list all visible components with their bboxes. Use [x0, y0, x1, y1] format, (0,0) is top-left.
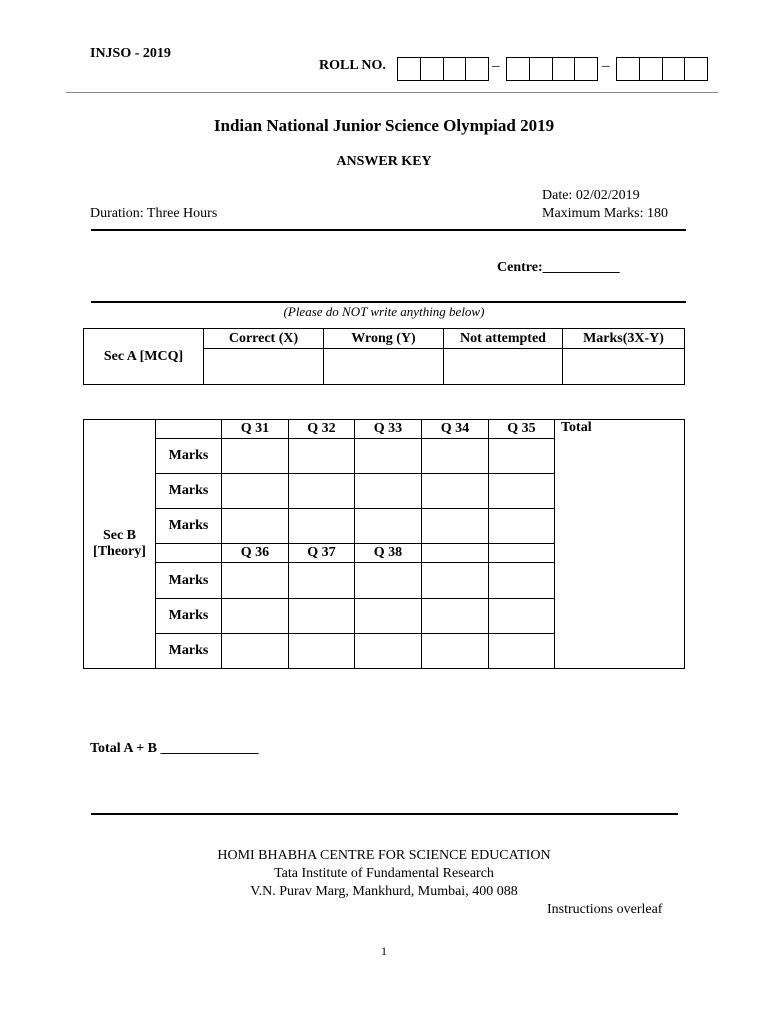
centre-field[interactable]: Centre:___________ — [497, 260, 620, 275]
roll-number-label: ROLL NO. — [319, 58, 386, 73]
marks-cell[interactable] — [489, 563, 555, 599]
marks-row-label: Marks — [156, 599, 222, 634]
answer-key-heading: ANSWER KEY — [336, 154, 432, 169]
marks-cell[interactable] — [222, 439, 289, 474]
institution-name: HOMI BHABHA CENTRE FOR SCIENCE EDUCATION — [217, 848, 551, 863]
marks-cell[interactable] — [289, 439, 355, 474]
page-number: 1 — [381, 944, 387, 958]
institute-address: V.N. Purav Marg, Mankhurd, Mumbai, 400 088 — [250, 884, 518, 899]
secA-header-not-attempted: Not attempted — [444, 329, 563, 349]
secA-wrong-cell[interactable] — [324, 349, 444, 385]
question-header-q37: Q 37 — [289, 544, 355, 563]
marks-cell[interactable] — [489, 474, 555, 509]
marks-row-label: Marks — [156, 563, 222, 599]
instructions-overleaf: Instructions overleaf — [547, 902, 663, 917]
secA-not-attempted-cell[interactable] — [444, 349, 563, 385]
marks-cell[interactable] — [422, 599, 489, 634]
roll-number-field-3[interactable] — [616, 57, 708, 81]
exam-code: INJSO - 2019 — [90, 46, 171, 61]
secA-header-wrong: Wrong (Y) — [324, 329, 444, 349]
question-header-q36: Q 36 — [222, 544, 289, 563]
section-b-total[interactable]: Total — [555, 420, 685, 669]
exam-duration: Duration: Three Hours — [90, 206, 218, 221]
roll-dash-1: – — [492, 58, 500, 74]
notice-divider — [91, 301, 686, 303]
question-header-q35: Q 35 — [489, 420, 555, 439]
marks-cell[interactable] — [422, 563, 489, 599]
marks-cell[interactable] — [289, 563, 355, 599]
marks-cell[interactable] — [355, 563, 422, 599]
marks-cell[interactable] — [355, 439, 422, 474]
notice-text: (Please do NOT write anything below) — [283, 304, 485, 319]
roll-dash-2: – — [602, 58, 610, 74]
marks-cell[interactable] — [489, 634, 555, 669]
roll-number-field-1[interactable] — [397, 57, 489, 81]
marks-cell[interactable] — [422, 509, 489, 544]
marks-cell[interactable] — [355, 509, 422, 544]
marks-cell[interactable] — [289, 599, 355, 634]
question-header-q34: Q 34 — [422, 420, 489, 439]
question-header-q32: Q 32 — [289, 420, 355, 439]
secA-header-marks: Marks(3X-Y) — [563, 329, 685, 349]
secA-header-correct: Correct (X) — [204, 329, 324, 349]
institute-affiliation: Tata Institute of Fundamental Research — [274, 866, 494, 881]
section-a-label: Sec A [MCQ] — [84, 329, 204, 385]
roll-number-field-2[interactable] — [506, 57, 598, 81]
marks-cell[interactable] — [355, 599, 422, 634]
marks-cell[interactable] — [289, 474, 355, 509]
exam-date: Date: 02/02/2019 — [542, 188, 640, 203]
header-divider — [66, 92, 718, 93]
marks-cell[interactable] — [489, 439, 555, 474]
secA-marks-cell[interactable] — [563, 349, 685, 385]
total-a-plus-b[interactable]: Total A + B ______________ — [90, 741, 259, 756]
marks-cell[interactable] — [422, 474, 489, 509]
question-header-q31: Q 31 — [222, 420, 289, 439]
marks-row-label: Marks — [156, 439, 222, 474]
footer-divider — [91, 813, 678, 815]
marks-cell[interactable] — [222, 474, 289, 509]
marks-cell[interactable] — [355, 474, 422, 509]
section-b-label: Sec B [Theory] — [84, 420, 156, 669]
section-b-table — [83, 419, 685, 669]
marks-cell[interactable] — [422, 634, 489, 669]
section-a-table — [83, 328, 685, 385]
marks-row-label: Marks — [156, 474, 222, 509]
marks-cell[interactable] — [222, 634, 289, 669]
maximum-marks: Maximum Marks: 180 — [542, 206, 668, 221]
marks-cell[interactable] — [422, 439, 489, 474]
meta-divider — [91, 229, 686, 231]
marks-cell[interactable] — [355, 634, 422, 669]
marks-cell[interactable] — [222, 599, 289, 634]
question-header-q33: Q 33 — [355, 420, 422, 439]
marks-cell[interactable] — [489, 599, 555, 634]
marks-cell[interactable] — [289, 634, 355, 669]
marks-row-label: Marks — [156, 509, 222, 544]
marks-row-label: Marks — [156, 634, 222, 669]
marks-cell[interactable] — [222, 563, 289, 599]
marks-cell[interactable] — [289, 509, 355, 544]
secA-correct-cell[interactable] — [204, 349, 324, 385]
page-title: Indian National Junior Science Olympiad 2019 — [213, 116, 555, 135]
marks-cell[interactable] — [222, 509, 289, 544]
question-header-q38: Q 38 — [355, 544, 422, 563]
marks-cell[interactable] — [489, 509, 555, 544]
